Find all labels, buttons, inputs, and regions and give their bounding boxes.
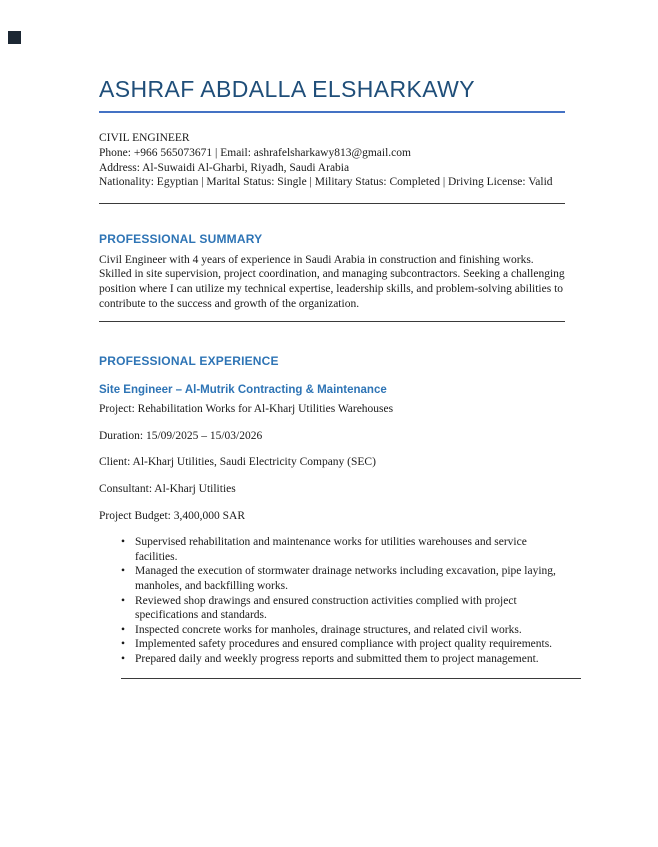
section-divider	[99, 203, 565, 204]
client-line: Client: Al-Kharj Utilities, Saudi Electricity Company (SEC)	[99, 456, 376, 469]
job-title: Site Engineer – Al-Mutrik Contracting & Maintenance	[99, 384, 387, 397]
title-underline	[99, 111, 565, 113]
responsibilities-list	[120, 535, 565, 666]
section-divider	[121, 678, 581, 679]
project-line: Project: Rehabilitation Works for Al-Kharj Utilities Warehouses	[99, 403, 394, 416]
experience-heading: PROFESSIONAL EXPERIENCE	[99, 354, 279, 369]
list-item: • Reviewed shop drawings and ensured construction activities complied with project specifications and standards.	[120, 594, 565, 623]
candidate-role: CIVIL ENGINEER	[99, 132, 190, 145]
list-item: • Implemented safety procedures and ensured compliance with project quality requirements.	[120, 637, 565, 652]
list-item: • Inspected concrete works for manholes, drainage structures, and related civil works.	[120, 623, 565, 638]
duration-line: Duration: 15/09/2025 – 15/03/2026	[99, 429, 263, 442]
candidate-name: ASHRAF ABDALLA ELSHARKAWY	[99, 76, 476, 102]
list-item: • Managed the execution of stormwater drainage networks including excavation, pipe laying, manholes, and backfilling works.	[120, 564, 565, 593]
list-item: • Prepared daily and weekly progress reports and submitted them to project management.	[120, 652, 565, 667]
summary-text: Civil Engineer with 4 years of experience in Saudi Arabia in construction and finishing works. Skilled in site supervision, project coordination, and managing subcontractors. Seeking a challenging position where I can utilize my technical expertise, leadership skills, and problem-solving abilities to contribute to the success and growth of the organization.	[99, 253, 565, 310]
page-corner-marker-icon	[8, 31, 21, 44]
list-item: • Supervised rehabilitation and maintenance works for utilities warehouses and service facilities.	[120, 535, 565, 564]
contact-personal-details: Nationality: Egyptian | Marital Status: Single | Military Status: Completed | Driving License: Valid	[99, 176, 553, 189]
summary-section	[99, 232, 565, 322]
contact-block	[99, 131, 565, 189]
experience-section	[99, 354, 565, 678]
summary-heading: PROFESSIONAL SUMMARY	[99, 231, 263, 246]
contact-address: Address: Al-Suwaidi Al-Gharbi, Riyadh, Saudi Arabia	[99, 161, 350, 174]
contact-phone-email: Phone: +966 565073671 | Email: ashrafelsharkawy813@gmail.com	[99, 147, 411, 160]
budget-line: Project Budget: 3,400,000 SAR	[99, 509, 245, 522]
section-divider	[99, 321, 565, 322]
consultant-line: Consultant: Al-Kharj Utilities	[99, 482, 236, 495]
